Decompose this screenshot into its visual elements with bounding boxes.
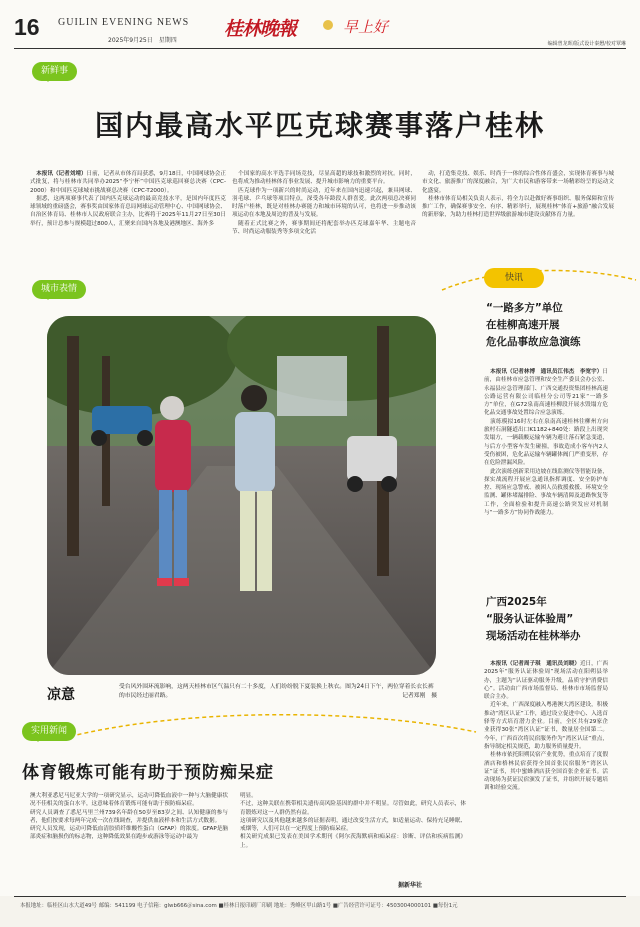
paragraph: 日前，由桂林市应急管理和安全生产委员会办公室、永福县应急管理部门、广西交通投资集团桂林高速公路运营有限公司临桂分公司等21家“一路多方”单位，在G72泉南高速桂柳段开展水毁塌方危化品交通事故处置综合应急演练。 <box>484 369 608 417</box>
footer-info <box>20 901 630 909</box>
title-line: “服务认证体验周” <box>486 613 574 625</box>
article-lead: 本报讯 <box>490 661 507 667</box>
section-tag-quicknews: 快讯 <box>484 268 544 288</box>
article-col-1 <box>30 170 226 272</box>
footer-ad-license: ■广告经营许可证号：4503004000101 <box>332 903 432 909</box>
footer-rule <box>14 896 626 897</box>
photo-caption <box>119 683 437 700</box>
title-line: “一路多方”单位 <box>486 302 563 314</box>
caption-text: 受台风外围环流影响，这两天桂林市区气温只有二十多度，人们纷纷脱下夏装换上秋衣。图为24日下午，两位穿着长衣长裤的市民经过丽君路。 <box>119 684 434 699</box>
paragraph: 随着正式比赛之外，赛事期间还将配套举办匹克球嘉年华、主题电音节、时尚运动服装秀等多项文化活 <box>232 220 416 236</box>
section-tag-news: 新鲜事 <box>32 62 77 81</box>
paragraph: 据悉，这两项赛事代表了国内匹克球运动的最高竞技水平，是国内年度匹克球领域的重磅盛会，赛事奖由国家体育总局网球运动管理中心、中国网球协会、自治区体育局、桂林市人民政府联合主办，比赛将于2025年11月27日至30日举行，预计总参与规模超过800人，汇聚来自国内各地及港澳地区、海外多 <box>30 195 226 227</box>
photo-title: 凉意 <box>47 687 75 703</box>
quicknews-title-2 <box>486 594 581 645</box>
newspaper-logo: 桂林晚報 <box>224 18 297 40</box>
title-line: 危化品事故应急演练 <box>486 336 581 348</box>
page-number: 16 <box>14 14 40 40</box>
footer-email: 电子信箱：glwb666＠sina.com <box>137 903 217 909</box>
quicknews-article-2 <box>484 660 608 890</box>
paragraph: 近日，广西2025年“服务认证体验周”现场活动在阳朔县举办，主题为“认证驱动服务升级，品质守护消费信心”。活动由广西市场监督局、桂林市市场监督局联合主办。 <box>484 661 608 701</box>
dashed-curve-decoration <box>60 702 480 742</box>
footer-printer-address: 地址：秀峰区甲山路1号 <box>273 903 332 909</box>
quicknews-article-1 <box>484 368 608 590</box>
paragraph: 个国家的高水平选手同场竞技，尽显高超的球技和激烈的对抗。同时，也将成为推动桂林体育事业发展、提升城市影响力的重要平台。 <box>232 171 416 186</box>
caption-credit: 记者郑刚 摄 <box>402 692 437 699</box>
footer-postcode: 邮编：541199 <box>98 903 136 909</box>
footer-address: 本报地址：临桂区山水大道49号 <box>20 903 97 909</box>
headline-dementia: 体育锻炼可能有助于预防痴呆症 <box>22 763 274 783</box>
section-tag-city: 城市表情 <box>32 280 86 299</box>
masthead <box>0 0 640 52</box>
quicknews-title-1 <box>486 300 581 351</box>
paragraph: 动，打造集竞技、娱乐、时尚于一体的综合性体育盛会，实现体育赛事与城市文化、旅游推广的深度融合，为广大市民和游客带来一场精彩纷呈的运动文化盛宴。 <box>422 171 614 194</box>
article-byline: （记者林博 通讯员江伟杰 李宽宇） <box>507 369 603 375</box>
section-tag-practical: 实用新闻 <box>22 722 76 741</box>
paragraph: 日前，记者从市体育局获悉，9月18日，中国网球协会正式批复，将与桂林市共同举办2025“李宁杯”中国匹克球巡回赛总决赛（CPC-2000）和中国匹克球城市挑战赛总决赛（CPC-T2000）。 <box>30 171 226 194</box>
paragraph: 演练模拟16时左右在泉南高速桂林往柳州方向旅村石洞隧道出口K1182+840处：路段上出现突发塌方，一辆载酸运输车辆为避让落石紧急变道，与后方小型客车发生碰撞，事故造成小客车内2人受伤被困，危化品运输车辆罐体阀门严重变形，存在危险泄漏风险。 <box>484 418 608 467</box>
article-dementia-col-2: 明显。 不过，这种关联在携带相关遗传高风险基因的群中并不明显。尽管如此，研究人员表示，体育锻炼对这一人群仍然有益。 这项研究以及其他越来越多的证据表明，通过改变生活方式，如适量运动、保持充足睡眠、戒烟等，人们可以在一定程度上预防痴呆症。 相关研究成果已发表在美国学术期刊《阿尔茨海默病和痴呆症：诊断、评估和疾病监测》上。 <box>240 793 466 849</box>
editor-line: 编辑曾龙晖/版式设计秦懋/校对覃琳 <box>547 41 626 47</box>
masthead-rule <box>14 48 626 49</box>
paragraph: 桂林市依托阳朔民宿产业优势，重点培育了度假酒店和格林民宿获得全国首张民宿服务“湾区认证”证书，其中蜜蜂酒店获全国首张企业证书。活动现场为获证民宿颁发了证书，并组织开展专题培训和经验交流。 <box>484 752 608 792</box>
headline-pickleball: 国内最高水平匹克球赛事落户桂林 <box>94 109 545 142</box>
footer <box>0 896 640 927</box>
paragraph: 近年来，广西深度融入粤港澳大湾区建设，积极推动“湾区认证”工作，通过设立促进中心、入选首驿等方式培育潜力企业。目前，全区共有29家企业获得30张“湾区认证”证书，数量居全国第二。今年，广西首次将民宿服务作为“湾区认证”重点，指导制定相关规范，助力服务质量提升。 <box>484 702 608 750</box>
article-byline: （记者刘靖） <box>52 171 87 177</box>
paragraph: 桂林市体育局相关负责人表示，将全力以赴做好赛事组织、服务保障和宣传推广工作，确保赛事安全、有序、精彩举行，展现桂林“体育+旅游”融合发展的新形象，为助力桂林打造世界级旅游城市建设贡献体育力量。 <box>422 195 614 219</box>
paragraph: 此次演练创新采用边坡在线监测仪等智能设备，探实战流程开展应急通讯指挥调度、安全防护布控、现场应急警戒、被困人员救援救援、环境安全监测、罐体堵漏排险、事故车辆清障及道路恢复等工作，全面检验和提升高速公路突发应对机制与“一路多方”协同作战能力。 <box>484 468 608 517</box>
article-col-3 <box>422 170 614 272</box>
title-line: 现场活动在桂林举办 <box>486 630 581 642</box>
title-line: 广西2025年 <box>486 596 547 608</box>
article-byline: （记者周子琪 通讯员刘晓） <box>507 661 580 667</box>
article-lead: 本报讯 <box>490 369 507 375</box>
paragraph: 匹克球作为一项新兴的时尚运动，近年来在国内迅速兴起，兼具网球、羽毛球、乒乓球等项目特点，深受各年龄段人群喜爱。此次两项总决赛同时落户桂林，既是对桂林办赛能力和城市环境的认可，也将进一步推动该项运动在本地及周边的普及与发展。 <box>232 187 416 219</box>
english-masthead: GUILIN EVENING NEWS <box>58 17 190 28</box>
footer-printer: ■桂林日报印刷厂印刷 <box>218 903 273 909</box>
article-col-2 <box>232 170 416 272</box>
article-lead: 本报讯 <box>36 171 53 177</box>
title-line: 在桂柳高速开展 <box>486 319 560 331</box>
issue-date: 2025年9月25日 星期四 <box>108 37 177 44</box>
masthead-slogan: 早上好 <box>343 18 389 36</box>
footer-price: ■每份1元 <box>432 903 458 909</box>
street-photo <box>47 316 436 675</box>
article-credit: 据新华社 <box>398 882 423 889</box>
sun-icon <box>318 15 338 35</box>
article-dementia-col-1: 澳大利亚悉尼马尼亚大学的一项研究显示，运动可降低血液中一种与大脑健康状况不佳相关的蛋白水平，这意味着体育锻炼可能有助于预防痴呆症。 研究人员调查了悉尼马里兰州739名年龄在50岁至83岁之间、认知健康的参与者，他们按要求每两年完成一次在线调查，并提供血液样本和生活方式数据。 研究人员发现，运动可降低血清胶质纤维酸性蛋白（GFAP）的浓度。GFAP是脑部炎症和脑损伤的标志物，这种降低效果在跑步或游泳等运动中最为 <box>30 793 228 841</box>
